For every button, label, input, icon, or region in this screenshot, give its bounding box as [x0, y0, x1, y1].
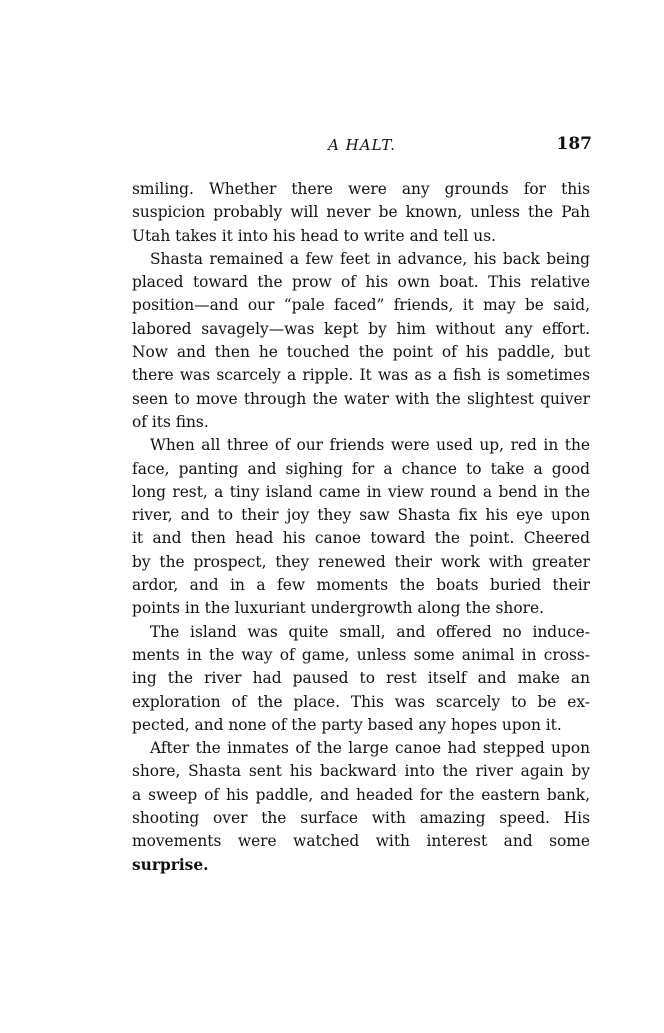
- chapter-title: A HALT.: [328, 136, 396, 154]
- text-line: exploration of the place. This was scarcely to be ex-: [132, 692, 590, 711]
- text-line: suspicion probably will never be known, unless the Pah: [132, 203, 590, 222]
- text-line: it and then head his canoe toward the point. Cheered: [132, 529, 590, 548]
- text-line: shore, Shasta sent his backward into the river again by: [132, 762, 590, 781]
- text-line: movements were watched with interest and some: [132, 832, 590, 851]
- text-line: Now and then he touched the point of his paddle, but: [132, 343, 590, 362]
- text-line: long rest, a tiny island came in view round a bend in the: [132, 482, 590, 501]
- text-line: ments in the way of game, unless some animal in cross-: [132, 645, 590, 664]
- text-line: river, and to their joy they saw Shasta fix his eye upon: [132, 506, 590, 525]
- text-line: placed toward the prow of his own boat. This relative: [132, 273, 590, 292]
- text-line: When all three of our friends were used up, red in the: [150, 436, 590, 455]
- body-text: [132, 178, 590, 877]
- text-line: of its fins.: [132, 412, 209, 431]
- text-line: Shasta remained a few feet in advance, his back being: [150, 249, 590, 268]
- text-line: shooting over the surface with amazing speed. His: [132, 809, 590, 828]
- text-line: there was scarcely a ripple. It was as a fish is sometimes: [132, 366, 590, 385]
- text-line: face, panting and sighing for a chance to take a good: [132, 459, 590, 478]
- running-head: [132, 136, 592, 160]
- text-line: pected, and none of the party based any hopes upon it.: [132, 715, 562, 734]
- text-line: Utah takes it into his head to write and tell us.: [132, 226, 497, 245]
- text-line: points in the luxuriant undergrowth along the shore.: [132, 599, 544, 618]
- text-line: seen to move through the water with the slightest quiver: [132, 389, 590, 408]
- page-number: 187: [556, 134, 592, 154]
- text-line: smiling. Whether there were any grounds for this: [132, 180, 590, 198]
- text-line: ing the river had paused to rest itself and make an: [132, 669, 590, 688]
- text-line: by the prospect, they renewed their work with greater: [132, 552, 590, 571]
- text-line: position—and our “pale faced” friends, it may be said,: [132, 296, 590, 315]
- text-line: The island was quite small, and offered no induce-: [150, 622, 590, 641]
- text-line: surprise.: [132, 855, 209, 874]
- text-line: labored savagely—was kept by him without any effort.: [132, 319, 590, 338]
- text-line: a sweep of his paddle, and headed for the eastern bank,: [132, 785, 590, 804]
- text-line: ardor, and in a few moments the boats buried their: [132, 576, 590, 595]
- text-line: After the inmates of the large canoe had stepped upon: [150, 739, 590, 758]
